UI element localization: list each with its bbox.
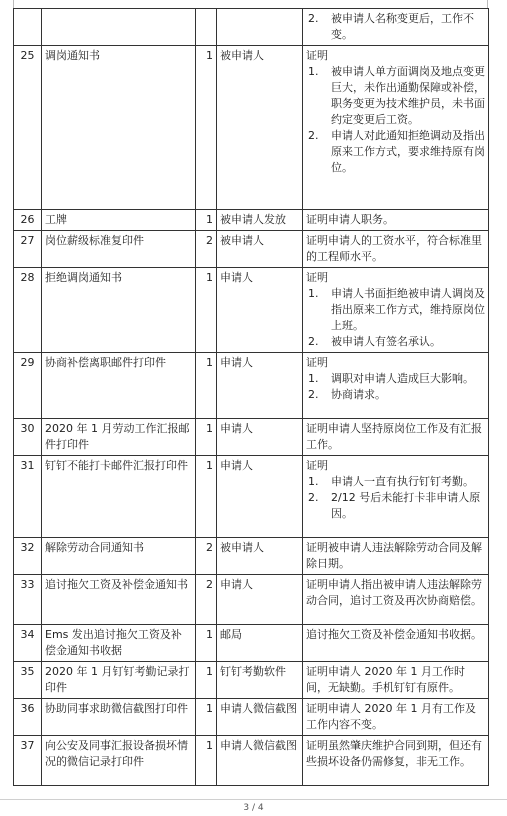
cell-evidence-name: 调岗通知书 <box>42 46 196 210</box>
table-row <box>14 9 489 46</box>
proof-list-item <box>306 474 485 490</box>
proof-heading: 证明申请人职务。 <box>306 213 394 226</box>
cell-source: 被申请人 <box>217 46 303 210</box>
cell-proof <box>303 662 489 699</box>
list-number: 2. <box>308 129 319 142</box>
list-text: 2/12 号后未能打卡非申请人原因。 <box>331 491 481 520</box>
proof-heading: 证明 <box>306 271 328 284</box>
table-row <box>14 625 489 662</box>
page-corner-mark <box>13 0 14 8</box>
cell-evidence-name: 拒绝调岗通知书 <box>42 268 196 353</box>
cell-number: 35 <box>14 662 42 699</box>
cell-source: 申请人 <box>217 419 303 456</box>
proof-list-item <box>306 128 485 176</box>
cell-proof <box>303 46 489 210</box>
cell-number: 25 <box>14 46 42 210</box>
cell-page-count <box>196 9 217 46</box>
proof-list <box>306 11 485 43</box>
list-number: 2. <box>308 335 319 348</box>
cell-evidence-name: Ems 发出追讨拖欠工资及补偿金通知书收据 <box>42 625 196 662</box>
cell-evidence-name: 协助同事求助微信截图打印件 <box>42 699 196 736</box>
cell-source: 申请人 <box>217 456 303 538</box>
proof-list-item <box>306 387 485 403</box>
cell-number: 26 <box>14 210 42 231</box>
proof-list <box>306 64 485 176</box>
cell-page-count: 1 <box>196 210 217 231</box>
cell-source: 申请人 <box>217 575 303 625</box>
cell-page-count: 1 <box>196 419 217 456</box>
cell-source: 邮局 <box>217 625 303 662</box>
list-text: 协商请求。 <box>331 388 386 401</box>
cell-number: 28 <box>14 268 42 353</box>
cell-number: 31 <box>14 456 42 538</box>
proof-heading: 证明被申请人违法解除劳动合同及解除日期。 <box>306 541 482 570</box>
list-text: 被申请人有签名承认。 <box>331 335 441 348</box>
proof-heading: 证明申请人 2020 年 1 月工作时间，无缺勤。手机钉钉有原件。 <box>306 665 465 694</box>
cell-number: 37 <box>14 736 42 786</box>
cell-page-count: 1 <box>196 699 217 736</box>
page-corner-mark <box>487 0 488 8</box>
list-text: 申请人一直有执行钉钉考勤。 <box>331 475 474 488</box>
cell-source: 钉钉考勤软件 <box>217 662 303 699</box>
cell-source: 被申请人 <box>217 231 303 268</box>
page-break-line <box>0 799 507 800</box>
evidence-table <box>13 8 489 786</box>
proof-list-item <box>306 371 485 387</box>
cell-evidence-name: 工牌 <box>42 210 196 231</box>
cell-number: 27 <box>14 231 42 268</box>
cell-number: 34 <box>14 625 42 662</box>
cell-source: 申请人微信截图 <box>217 699 303 736</box>
table-row <box>14 419 489 456</box>
cell-proof <box>303 268 489 353</box>
cell-source: 被申请人 <box>217 538 303 575</box>
proof-heading: 证明 <box>306 356 328 369</box>
cell-proof <box>303 419 489 456</box>
proof-heading: 证明申请人 2020 年 1 月有工作及工作内容不变。 <box>306 702 476 731</box>
table-row <box>14 538 489 575</box>
cell-page-count: 2 <box>196 231 217 268</box>
proof-heading: 追讨拖欠工资及补偿金通知书收据。 <box>306 628 482 641</box>
cell-evidence-name: 解除劳动合同通知书 <box>42 538 196 575</box>
cell-proof <box>303 538 489 575</box>
table-row <box>14 699 489 736</box>
list-number: 2. <box>308 388 319 401</box>
cell-proof <box>303 625 489 662</box>
list-number: 2. <box>308 12 319 25</box>
proof-heading: 证明申请人的工资水平，符合标准里的工程师水平。 <box>306 234 482 263</box>
cell-proof <box>303 456 489 538</box>
proof-list-item <box>306 490 485 522</box>
cell-page-count: 1 <box>196 268 217 353</box>
list-text: 调职对申请人造成巨大影响。 <box>331 372 474 385</box>
cell-page-count: 1 <box>196 662 217 699</box>
table-row <box>14 456 489 538</box>
cell-page-count: 1 <box>196 625 217 662</box>
proof-heading: 证明 <box>306 459 328 472</box>
table-row <box>14 353 489 419</box>
list-text: 被申请人单方面调岗及地点变更巨大，未作出通勤保障或补偿，职务变更为技术维护员，未书面约定变更后工资。 <box>331 65 485 126</box>
cell-source: 申请人微信截图 <box>217 736 303 786</box>
cell-number: 36 <box>14 699 42 736</box>
cell-evidence-name: 追讨拖欠工资及补偿金通知书 <box>42 575 196 625</box>
proof-list-item <box>306 64 485 128</box>
cell-evidence-name: 岗位薪级标准复印件 <box>42 231 196 268</box>
cell-evidence-name: 向公安及同事汇报设备损坏情况的微信记录打印件 <box>42 736 196 786</box>
proof-list <box>306 371 485 403</box>
cell-proof <box>303 736 489 786</box>
cell-number: 32 <box>14 538 42 575</box>
list-text: 申请人对此通知拒绝调动及指出原来工作方式，要求维持原有岗位。 <box>331 129 485 174</box>
cell-evidence-name <box>42 9 196 46</box>
list-number: 2. <box>308 491 319 504</box>
cell-number <box>14 9 42 46</box>
cell-page-count: 2 <box>196 575 217 625</box>
proof-heading: 证明申请人坚持原岗位工作及有汇报工作。 <box>306 422 482 451</box>
table-row <box>14 736 489 786</box>
cell-source: 被申请人发放 <box>217 210 303 231</box>
cell-evidence-name: 钉钉不能打卡邮件汇报打印件 <box>42 456 196 538</box>
cell-proof <box>303 210 489 231</box>
cell-proof <box>303 699 489 736</box>
table-row <box>14 268 489 353</box>
list-number: 1. <box>308 372 319 385</box>
table-row <box>14 231 489 268</box>
proof-heading: 证明 <box>306 49 328 62</box>
table-row <box>14 575 489 625</box>
proof-list <box>306 286 485 350</box>
proof-list-item <box>306 11 485 43</box>
table-row <box>14 210 489 231</box>
list-number: 1. <box>308 287 319 300</box>
cell-proof <box>303 575 489 625</box>
list-number: 1. <box>308 475 319 488</box>
cell-page-count: 1 <box>196 46 217 210</box>
cell-source: 申请人 <box>217 353 303 419</box>
cell-page-count: 1 <box>196 353 217 419</box>
cell-proof <box>303 353 489 419</box>
cell-number: 33 <box>14 575 42 625</box>
cell-page-count: 1 <box>196 456 217 538</box>
table-row <box>14 662 489 699</box>
cell-evidence-name: 2020 年 1 月劳动工作汇报邮件打印件 <box>42 419 196 456</box>
cell-proof <box>303 9 489 46</box>
proof-list <box>306 474 485 522</box>
cell-evidence-name: 2020 年 1 月钉钉考勤记录打印件 <box>42 662 196 699</box>
proof-heading: 证明虽然肇庆维护合同到期，但还有些损坏设备仍需修复，非无工作。 <box>306 739 482 768</box>
list-text: 被申请人名称变更后，工作不变。 <box>331 12 474 41</box>
list-text: 申请人书面拒绝被申请人调岗及指出原来工作方式，维持原岗位上班。 <box>331 287 485 332</box>
cell-source: 申请人 <box>217 268 303 353</box>
cell-page-count: 2 <box>196 538 217 575</box>
page-number: 3 / 4 <box>243 803 264 813</box>
cell-number: 29 <box>14 353 42 419</box>
cell-source <box>217 9 303 46</box>
proof-list-item <box>306 286 485 334</box>
proof-list-item <box>306 334 485 350</box>
cell-number: 30 <box>14 419 42 456</box>
list-number: 1. <box>308 65 319 78</box>
proof-heading: 证明申请人指出被申请人违法解除劳动合同，追讨工资及再次协商赔偿。 <box>306 578 482 607</box>
table-row <box>14 46 489 210</box>
cell-proof <box>303 231 489 268</box>
cell-evidence-name: 协商补偿离职邮件打印件 <box>42 353 196 419</box>
cell-page-count: 1 <box>196 736 217 786</box>
